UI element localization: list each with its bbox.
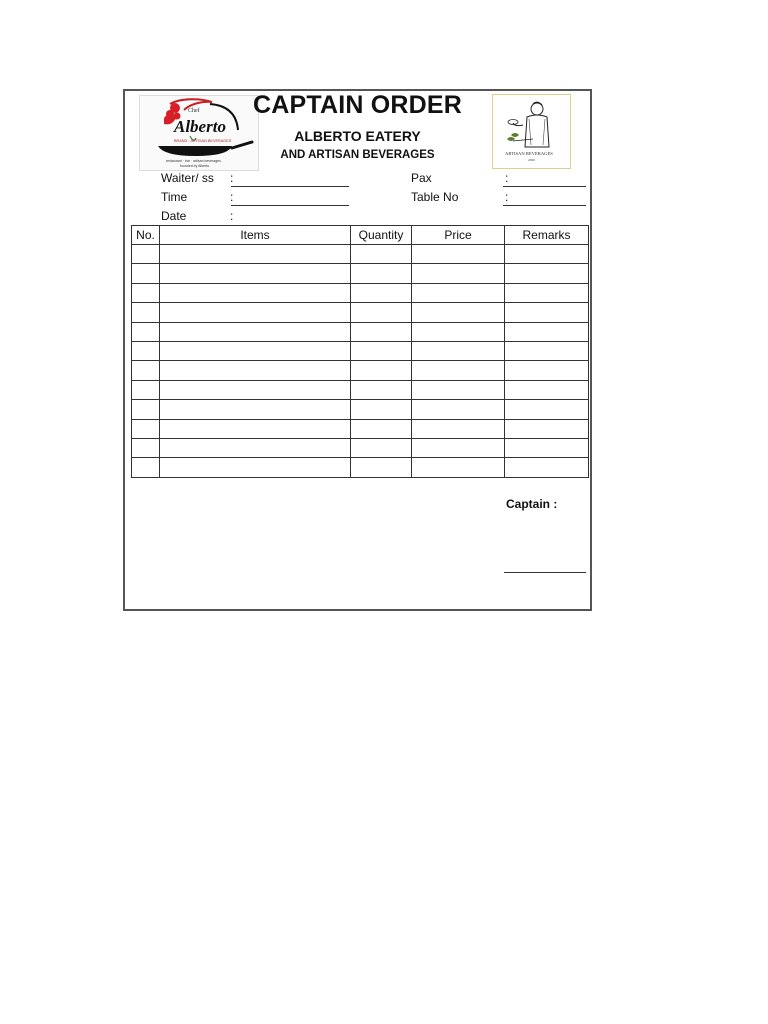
table-row	[132, 245, 589, 264]
table-row	[132, 341, 589, 360]
table-row	[132, 283, 589, 302]
date-label: Date	[161, 209, 187, 223]
table-no-label: Table No	[411, 190, 459, 204]
cell-item[interactable]	[160, 380, 351, 399]
cell-remarks[interactable]	[505, 245, 589, 264]
eatery-name: ALBERTO EATERY	[294, 128, 421, 144]
cell-no[interactable]	[132, 380, 160, 399]
time-input-line[interactable]	[231, 205, 349, 206]
table-row	[132, 303, 589, 322]
svg-text:restaurant · bar · artisan bev: restaurant · bar · artisan beverages	[166, 159, 221, 163]
cell-remarks[interactable]	[505, 341, 589, 360]
cell-quantity[interactable]	[351, 283, 412, 302]
cell-quantity[interactable]	[351, 341, 412, 360]
cell-item[interactable]	[160, 438, 351, 457]
time-label: Time	[161, 190, 188, 204]
table-row	[132, 438, 589, 457]
cell-price[interactable]	[412, 245, 505, 264]
waiter-input-line[interactable]	[231, 186, 349, 187]
table-row	[132, 458, 589, 477]
cell-quantity[interactable]	[351, 438, 412, 457]
order-items-body	[132, 245, 589, 478]
column-header-price: Price	[412, 226, 505, 245]
column-header-items: Items	[160, 226, 351, 245]
cell-quantity[interactable]	[351, 322, 412, 341]
cell-price[interactable]	[412, 438, 505, 457]
cell-price[interactable]	[412, 283, 505, 302]
svg-text:Chef: Chef	[188, 108, 200, 114]
cell-price[interactable]	[412, 303, 505, 322]
cell-quantity[interactable]	[351, 361, 412, 380]
cell-no[interactable]	[132, 438, 160, 457]
form-title: CAPTAIN ORDER	[252, 91, 463, 119]
cell-remarks[interactable]	[505, 419, 589, 438]
pax-input-line[interactable]	[503, 186, 586, 187]
eatery-subtitle: AND ARTISAN BEVERAGES	[280, 149, 435, 161]
date-colon: :	[230, 209, 234, 223]
cell-remarks[interactable]	[505, 303, 589, 322]
captain-order-form	[123, 89, 592, 611]
cell-price[interactable]	[412, 322, 505, 341]
table-header-row	[132, 226, 589, 245]
cell-item[interactable]	[160, 283, 351, 302]
table-row	[132, 419, 589, 438]
cell-no[interactable]	[132, 400, 160, 419]
cell-no[interactable]	[132, 322, 160, 341]
pax-label: Pax	[411, 171, 432, 185]
waiter-label: Waiter/ ss	[161, 171, 214, 185]
cell-quantity[interactable]	[351, 245, 412, 264]
column-header-quantity: Quantity	[351, 226, 412, 245]
svg-text:BRAND · ARTISAN BEVERAGES: BRAND · ARTISAN BEVERAGES	[174, 139, 232, 143]
table-row	[132, 264, 589, 283]
svg-text:founded by Alberto: founded by Alberto	[180, 164, 210, 168]
cell-price[interactable]	[412, 264, 505, 283]
cell-item[interactable]	[160, 419, 351, 438]
table-row	[132, 322, 589, 341]
cell-no[interactable]	[132, 245, 160, 264]
cell-price[interactable]	[412, 400, 505, 419]
cell-item[interactable]	[160, 458, 351, 477]
cell-no[interactable]	[132, 458, 160, 477]
svg-text:2020: 2020	[528, 158, 535, 162]
cell-remarks[interactable]	[505, 361, 589, 380]
table-no-colon: :	[505, 190, 509, 204]
cell-item[interactable]	[160, 303, 351, 322]
table-row	[132, 400, 589, 419]
cell-no[interactable]	[132, 264, 160, 283]
cell-quantity[interactable]	[351, 303, 412, 322]
cell-no[interactable]	[132, 283, 160, 302]
cell-quantity[interactable]	[351, 419, 412, 438]
cell-no[interactable]	[132, 341, 160, 360]
cell-item[interactable]	[160, 400, 351, 419]
alberto-wordmark: Alberto	[174, 117, 226, 136]
cell-item[interactable]	[160, 341, 351, 360]
cell-quantity[interactable]	[351, 380, 412, 399]
cell-remarks[interactable]	[505, 264, 589, 283]
cell-quantity[interactable]	[351, 458, 412, 477]
order-items-table	[131, 225, 589, 478]
cell-price[interactable]	[412, 341, 505, 360]
column-header-no: No.	[132, 226, 160, 245]
column-header-remarks: Remarks	[505, 226, 589, 245]
cell-item[interactable]	[160, 361, 351, 380]
cell-no[interactable]	[132, 361, 160, 380]
pax-colon: :	[505, 171, 509, 185]
cell-remarks[interactable]	[505, 283, 589, 302]
cell-remarks[interactable]	[505, 322, 589, 341]
cell-remarks[interactable]	[505, 400, 589, 419]
waiter-colon: :	[230, 171, 234, 185]
cell-price[interactable]	[412, 361, 505, 380]
table-row	[132, 380, 589, 399]
cell-price[interactable]	[412, 419, 505, 438]
cell-remarks[interactable]	[505, 438, 589, 457]
cell-item[interactable]	[160, 264, 351, 283]
cell-quantity[interactable]	[351, 400, 412, 419]
svg-text:ARTISAN BEVERAGES: ARTISAN BEVERAGES	[505, 151, 553, 156]
cell-remarks[interactable]	[505, 458, 589, 477]
captain-signature-line[interactable]	[504, 572, 586, 573]
cell-no[interactable]	[132, 303, 160, 322]
time-colon: :	[230, 190, 234, 204]
cell-item[interactable]	[160, 245, 351, 264]
captain-label: Captain :	[506, 497, 558, 511]
cell-price[interactable]	[412, 380, 505, 399]
cell-price[interactable]	[412, 458, 505, 477]
cell-remarks[interactable]	[505, 380, 589, 399]
cell-quantity[interactable]	[351, 264, 412, 283]
table-row	[132, 361, 589, 380]
cell-item[interactable]	[160, 322, 351, 341]
table-no-input-line[interactable]	[503, 205, 586, 206]
cell-no[interactable]	[132, 419, 160, 438]
